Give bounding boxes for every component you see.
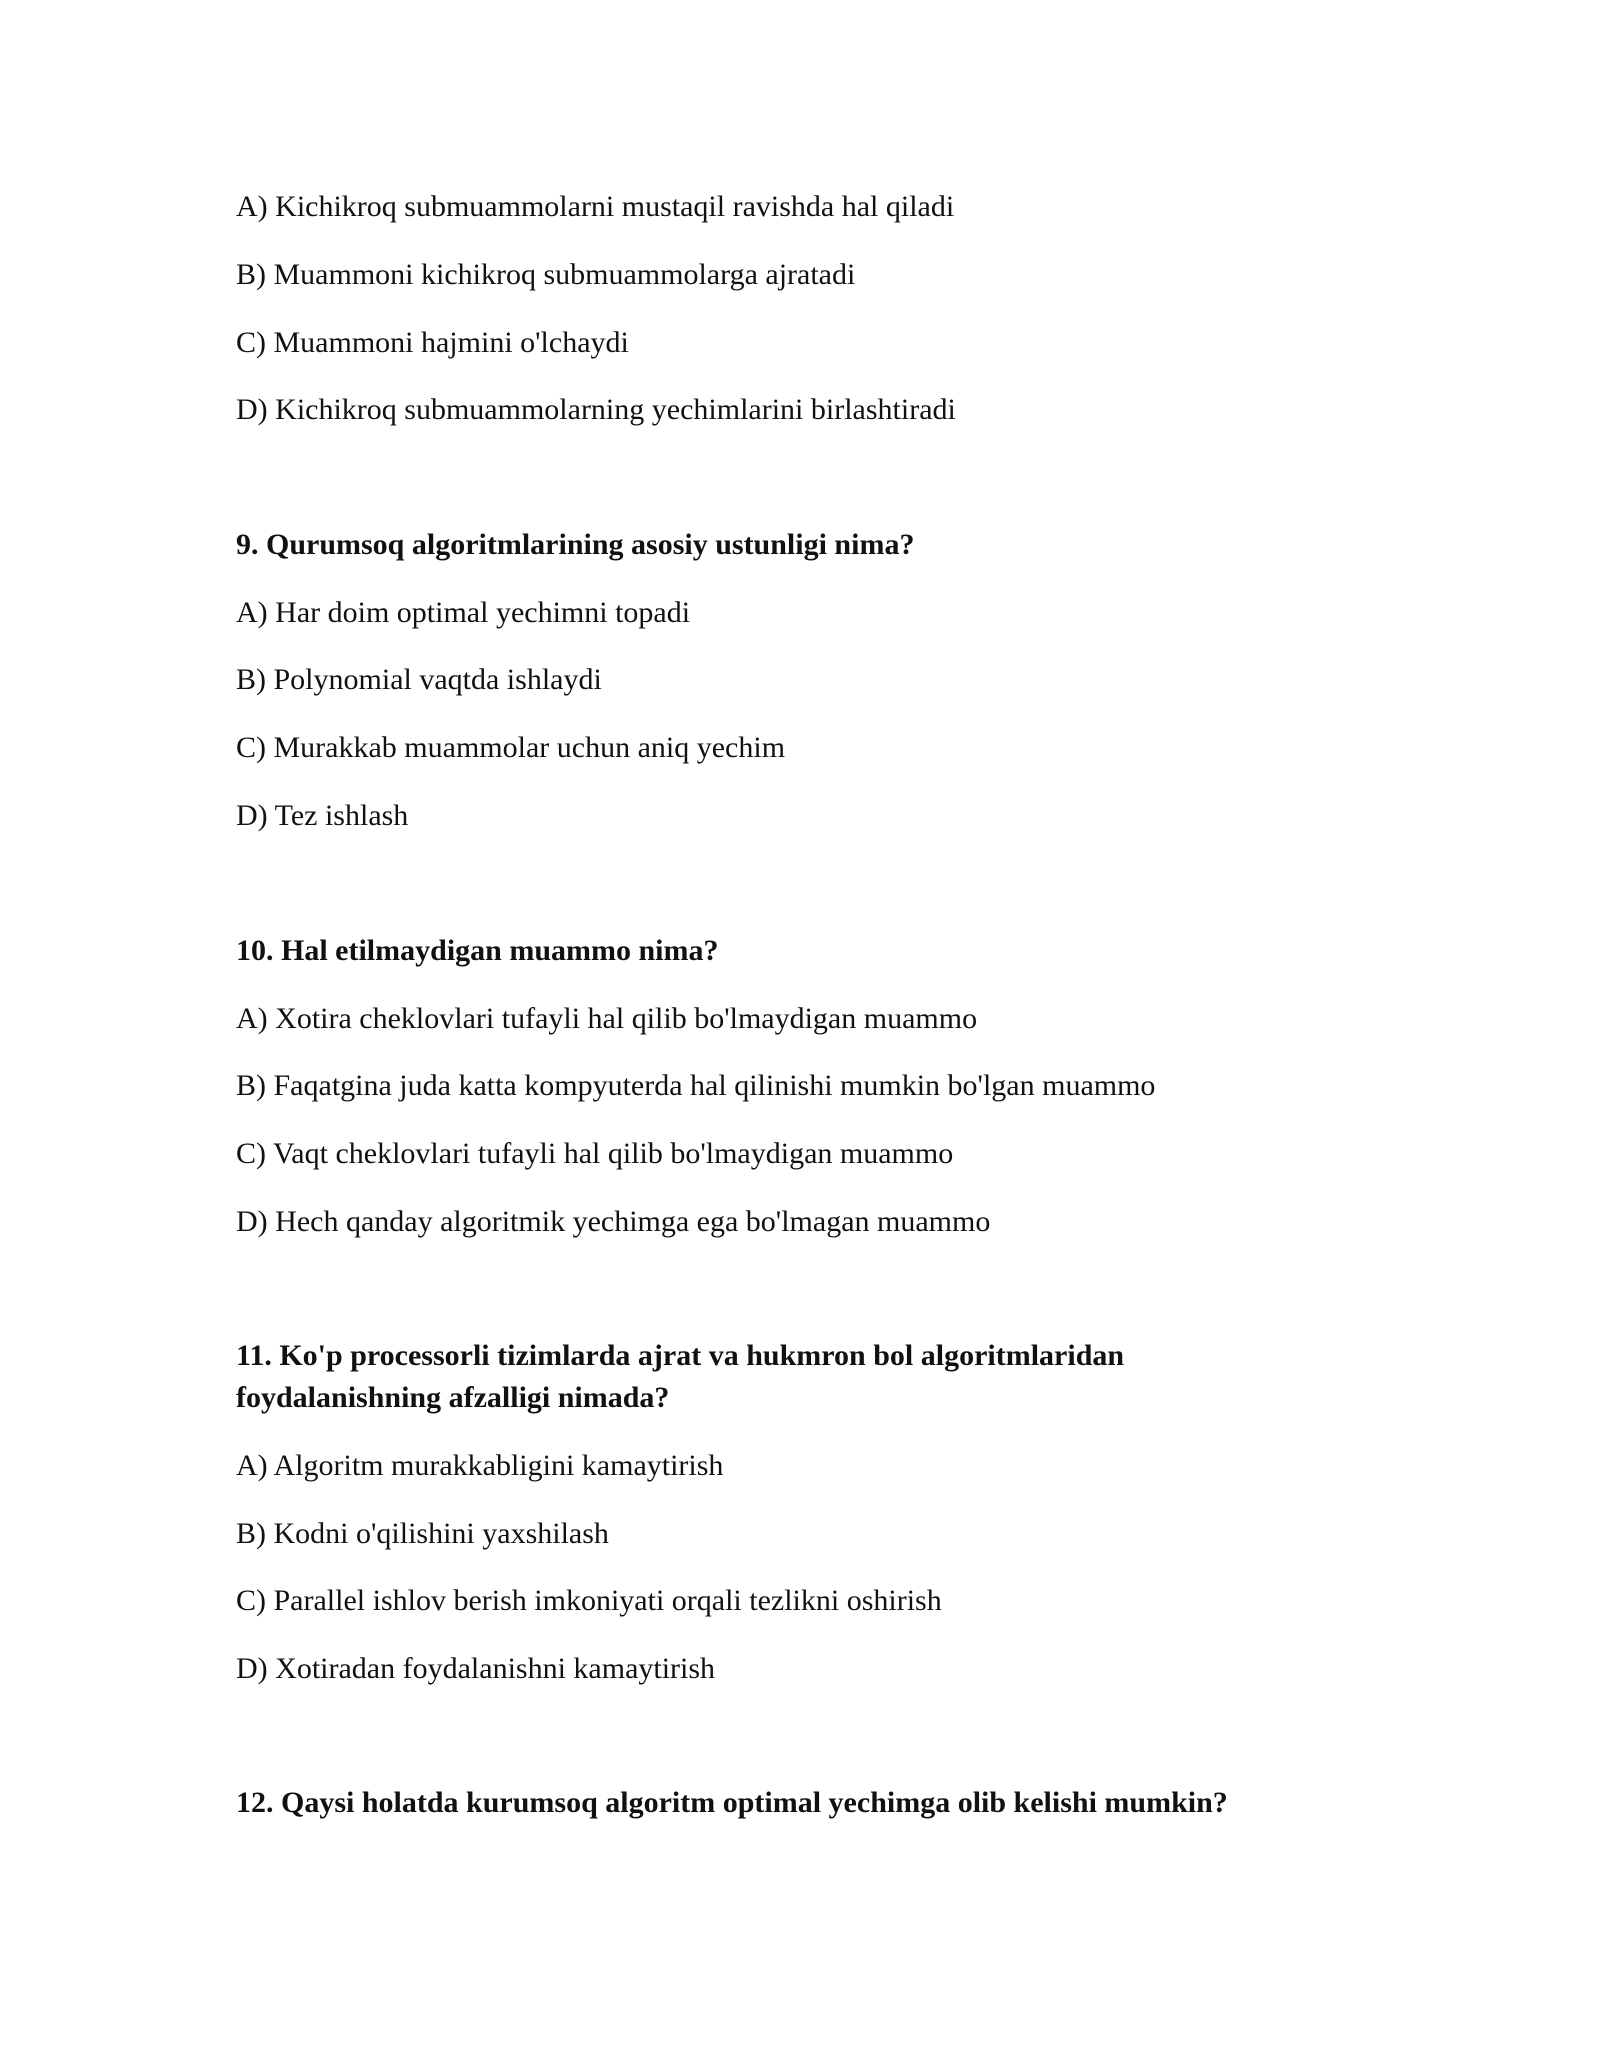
q11-option-a: A) Algoritm murakkabligini kamaytirish: [236, 1449, 724, 1482]
question-12: 12. Qaysi holatda kurumsoq algoritm optimal yechimga olib kelishi mumkin?: [236, 1786, 1228, 1819]
prev-option-d: D) Kichikroq submuammolarning yechimlarini birlashtiradi: [236, 393, 956, 426]
q11-option-d: D) Xotiradan foydalanishni kamaytirish: [236, 1652, 716, 1685]
question-11-line-2: foydalanishning afzalligi nimada?: [236, 1381, 670, 1414]
q10-option-a: A) Xotira cheklovlari tufayli hal qilib bo'lmaydigan muammo: [236, 1002, 978, 1035]
q11-option-b: B) Kodni o'qilishini yaxshilash: [236, 1517, 609, 1550]
q9-option-c: C) Murakkab muammolar uchun aniq yechim: [236, 731, 786, 764]
q9-option-b: B) Polynomial vaqtda ishlaydi: [236, 663, 602, 696]
prev-option-c: C) Muammoni hajmini o'lchaydi: [236, 326, 629, 359]
q10-option-c: C) Vaqt cheklovlari tufayli hal qilib bo'lmaydigan muammo: [236, 1137, 954, 1170]
question-11-line-1: 11. Ko'p processorli tizimlarda ajrat va hukmron bol algoritmlaridan: [236, 1339, 1125, 1372]
prev-option-b: B) Muammoni kichikroq submuammolarga ajratadi: [236, 258, 856, 291]
q10-option-b: B) Faqatgina juda katta kompyuterda hal qilinishi mumkin bo'lgan muammo: [236, 1069, 1156, 1102]
question-9: 9. Qurumsoq algoritmlarining asosiy ustunligi nima?: [236, 528, 915, 561]
q9-option-a: A) Har doim optimal yechimni topadi: [236, 596, 691, 629]
q9-option-d: D) Tez ishlash: [236, 799, 409, 832]
q11-option-c: C) Parallel ishlov berish imkoniyati orqali tezlikni oshirish: [236, 1584, 942, 1617]
q10-option-d: D) Hech qanday algoritmik yechimga ega bo'lmagan muammo: [236, 1205, 991, 1238]
question-10: 10. Hal etilmaydigan muammo nima?: [236, 934, 719, 967]
prev-option-a: A) Kichikroq submuammolarni mustaqil ravishda hal qiladi: [236, 190, 955, 223]
